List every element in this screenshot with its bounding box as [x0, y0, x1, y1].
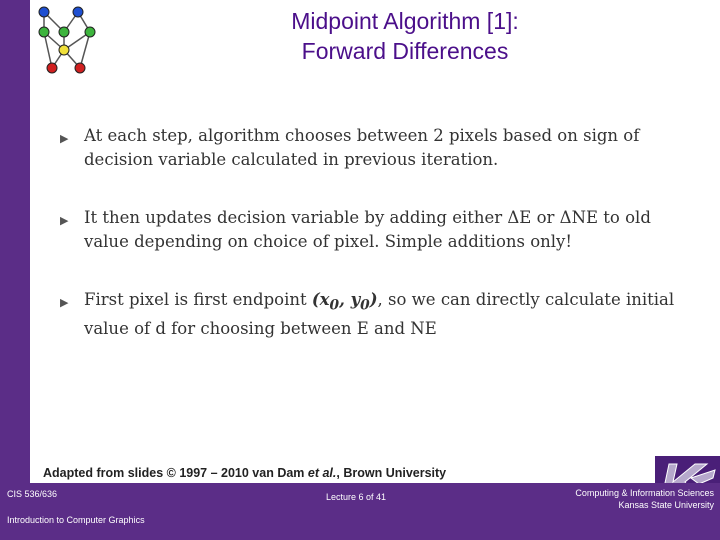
- title-line-2: Forward Differences: [301, 38, 509, 64]
- slide-title: [200, 6, 610, 66]
- triangle-right-icon: ▶: [60, 296, 69, 309]
- left-accent-bar: [0, 0, 30, 540]
- department: Computing & Information Sciences: [575, 488, 714, 498]
- bullet-item-1: [60, 124, 700, 172]
- title-line-1: Midpoint Algorithm [1]:: [291, 8, 519, 34]
- university: Kansas State University: [618, 500, 714, 510]
- bullet-text-2: It then updates decision variable by adding either ΔE or ΔNE to old value depending on choice of pixel. Simple additions only!: [84, 208, 651, 251]
- bullet-list: [60, 124, 700, 341]
- bullet-text-3-post: , so we can directly calculate initial value of d for choosing between E and NE: [84, 290, 675, 339]
- footer-bar: [0, 483, 720, 540]
- math-point: ($x_0$, $y_0$): [311, 290, 378, 314]
- bullet-text-3-pre: First pixel is first endpoint: [84, 290, 312, 309]
- lecture-number: Lecture 6 of 41: [326, 492, 387, 502]
- triangle-right-icon: ▶: [60, 214, 69, 227]
- bullet-text-1: At each step, algorithm chooses between 2 pixels based on sign of decision variable calculated in previous iteration.: [84, 126, 640, 169]
- triangle-right-icon: ▶: [60, 132, 69, 145]
- course-code: CIS 536/636: [7, 489, 58, 499]
- footer-course: [7, 487, 145, 527]
- bullet-item-2: [60, 206, 700, 254]
- course-name: Introduction to Computer Graphics: [7, 515, 145, 525]
- bullet-item-3: [60, 288, 700, 341]
- footer-institution: [575, 487, 714, 511]
- credit-note: Adapted from slides © 1997 – 2010 van Dam et al., Brown University: [43, 463, 446, 503]
- graph-nodes-icon: [32, 2, 102, 78]
